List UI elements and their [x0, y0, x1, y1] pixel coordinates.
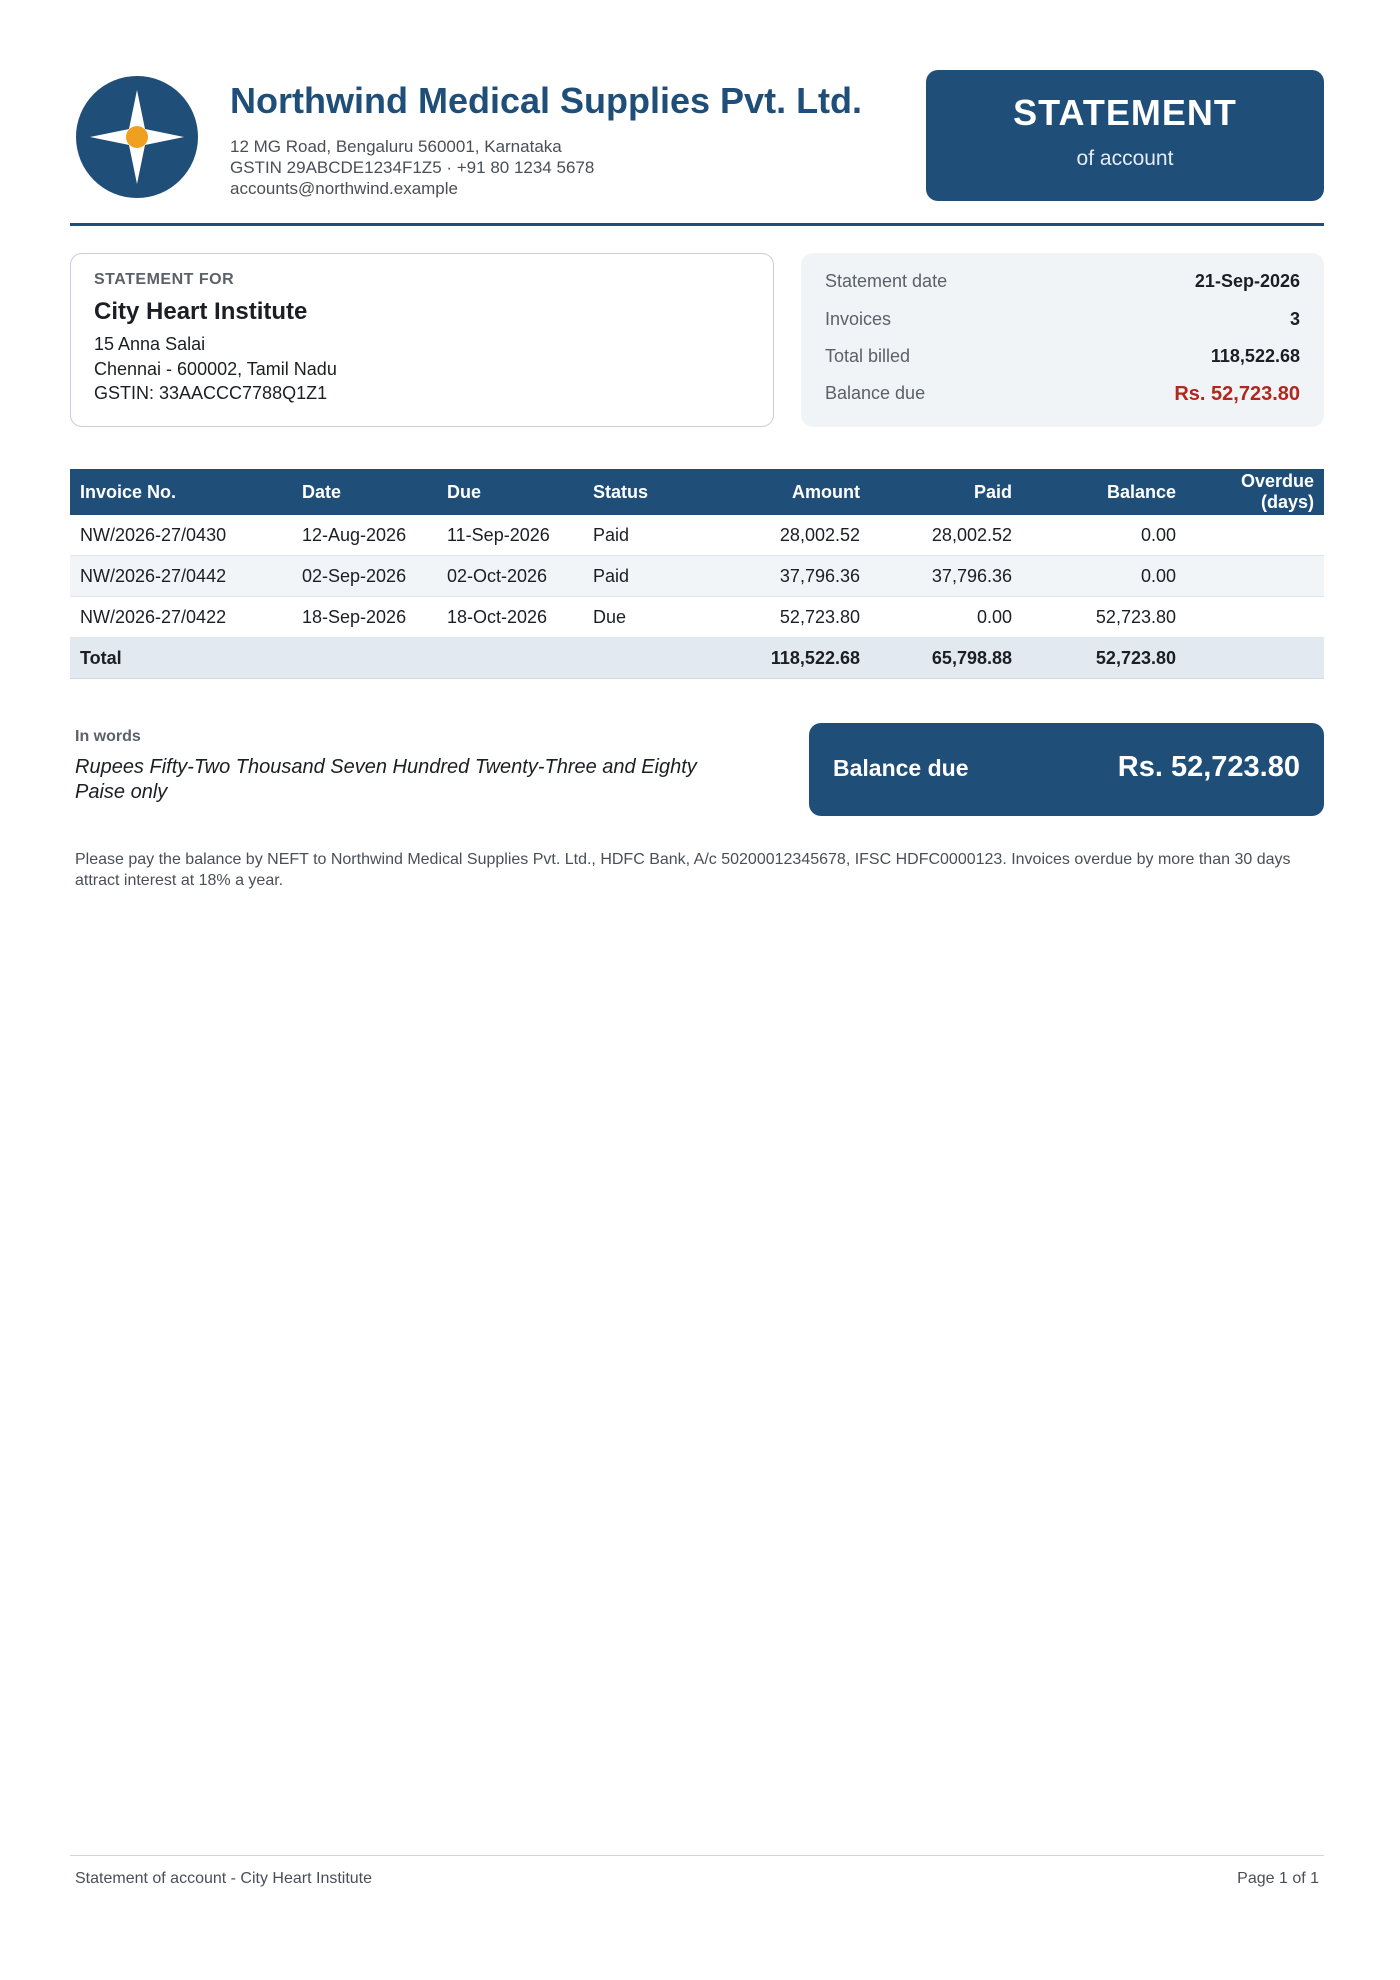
company-email: accounts@northwind.example	[230, 179, 458, 198]
cell-status: Due	[593, 607, 627, 627]
cell-balance: 52,723.80	[1095, 607, 1176, 627]
cell-invoice: NW/2026-27/0442	[80, 566, 227, 586]
summary-row-total-billed	[825, 346, 1300, 374]
summary-value: 3	[1289, 309, 1300, 329]
customer-city-line: Chennai - 600002, Tamil Nadu	[94, 359, 337, 379]
summary-balance-value: Rs. 52,723.80	[1174, 383, 1300, 405]
customer-label: STATEMENT FOR	[94, 271, 235, 288]
summary-value: 21-Sep-2026	[1194, 271, 1300, 291]
company-name: Northwind Medical Supplies Pvt. Ltd.	[230, 80, 863, 121]
page-number: Page 1 of 1	[1237, 1870, 1319, 1887]
statement-title: STATEMENT	[1013, 92, 1237, 133]
col-amount-header: Amount	[792, 482, 860, 502]
col-invoice-header: Invoice No.	[80, 482, 177, 502]
cell-invoice: NW/2026-27/0430	[80, 525, 227, 545]
cell-date: 02-Sep-2026	[302, 566, 407, 586]
cell-paid: 0.00	[976, 607, 1012, 627]
col-date-header: Date	[302, 482, 342, 502]
summary-label: Total billed	[825, 346, 911, 366]
cell-amount: 28,002.52	[779, 525, 860, 545]
in-words-label: In words	[75, 728, 141, 745]
statement-badge	[926, 70, 1324, 201]
cell-amount: 52,723.80	[779, 607, 860, 627]
col-overdue-header-line1: Overdue	[1240, 471, 1314, 491]
cell-balance: 0.00	[1140, 525, 1176, 545]
payment-note: Please pay the balance by NEFT to Northwind Medical Supplies Pvt. Ltd., HDFC Bank, A/c 50200012345678, IFSC HDFC0000123. Invoices overdue by more than 30 days attract interest at 18% a year.	[75, 851, 1291, 889]
cell-status: Paid	[593, 566, 630, 586]
in-words-text: Rupees Fifty-Two Thousand Seven Hundred Twenty-Three and Eighty Paise only	[75, 756, 697, 803]
col-paid-header: Paid	[973, 482, 1012, 502]
invoice-table	[70, 469, 1324, 679]
col-due-header: Due	[447, 482, 482, 502]
cell-due: 18-Oct-2026	[447, 607, 548, 627]
col-overdue-header	[1241, 471, 1314, 513]
summary-value: 118,522.68	[1210, 346, 1300, 366]
summary-row-balance-due	[825, 383, 1300, 411]
company-address: 12 MG Road, Bengaluru 560001, Karnataka	[230, 137, 562, 156]
table-row	[70, 556, 1324, 597]
total-label: Total	[80, 648, 122, 668]
customer-gstin: GSTIN: 33AACCC7788Q1Z1	[94, 383, 328, 403]
customer-address-line: 15 Anna Salai	[94, 334, 206, 354]
balance-due-box	[809, 723, 1324, 816]
cell-paid: 37,796.36	[931, 566, 1012, 586]
table-header	[70, 469, 1324, 515]
cell-amount: 37,796.36	[779, 566, 860, 586]
cell-due: 02-Oct-2026	[447, 566, 548, 586]
header-divider	[70, 223, 1324, 226]
summary-row-statement-date	[825, 271, 1300, 299]
cell-invoice: NW/2026-27/0422	[80, 607, 227, 627]
cell-paid: 28,002.52	[931, 525, 1012, 545]
company-gstin-phone: GSTIN 29ABCDE1234F1Z5 · +91 80 1234 5678	[230, 158, 595, 177]
footer-title: Statement of account - City Heart Institute	[75, 1870, 373, 1887]
cell-date: 18-Sep-2026	[302, 607, 407, 627]
balance-due-value: Rs. 52,723.80	[1117, 751, 1300, 783]
cell-status: Paid	[593, 525, 630, 545]
summary-label: Invoices	[825, 309, 892, 329]
cell-balance: 0.00	[1140, 566, 1176, 586]
cell-date: 12-Aug-2026	[302, 525, 407, 545]
footer-divider	[70, 1855, 1324, 1856]
cell-due: 11-Sep-2026	[447, 525, 550, 545]
customer-name: City Heart Institute	[94, 298, 308, 325]
summary-row-invoices	[825, 309, 1300, 337]
summary-label: Statement date	[825, 271, 948, 291]
col-balance-header: Balance	[1106, 482, 1176, 502]
summary-label: Balance due	[825, 383, 926, 403]
statement-subtitle: of account	[1076, 147, 1174, 170]
table-row	[70, 597, 1324, 638]
table-total-row	[70, 638, 1324, 679]
col-overdue-header-line2: (days)	[1260, 492, 1314, 512]
compass-star-icon	[76, 76, 198, 198]
table-row	[70, 515, 1324, 556]
total-balance: 52,723.80	[1095, 648, 1176, 668]
balance-due-label: Balance due	[833, 755, 969, 781]
col-status-header: Status	[593, 482, 649, 502]
total-paid: 65,798.88	[931, 648, 1012, 668]
customer-box	[70, 253, 774, 427]
summary-box	[801, 253, 1324, 427]
total-amount: 118,522.68	[770, 648, 860, 668]
